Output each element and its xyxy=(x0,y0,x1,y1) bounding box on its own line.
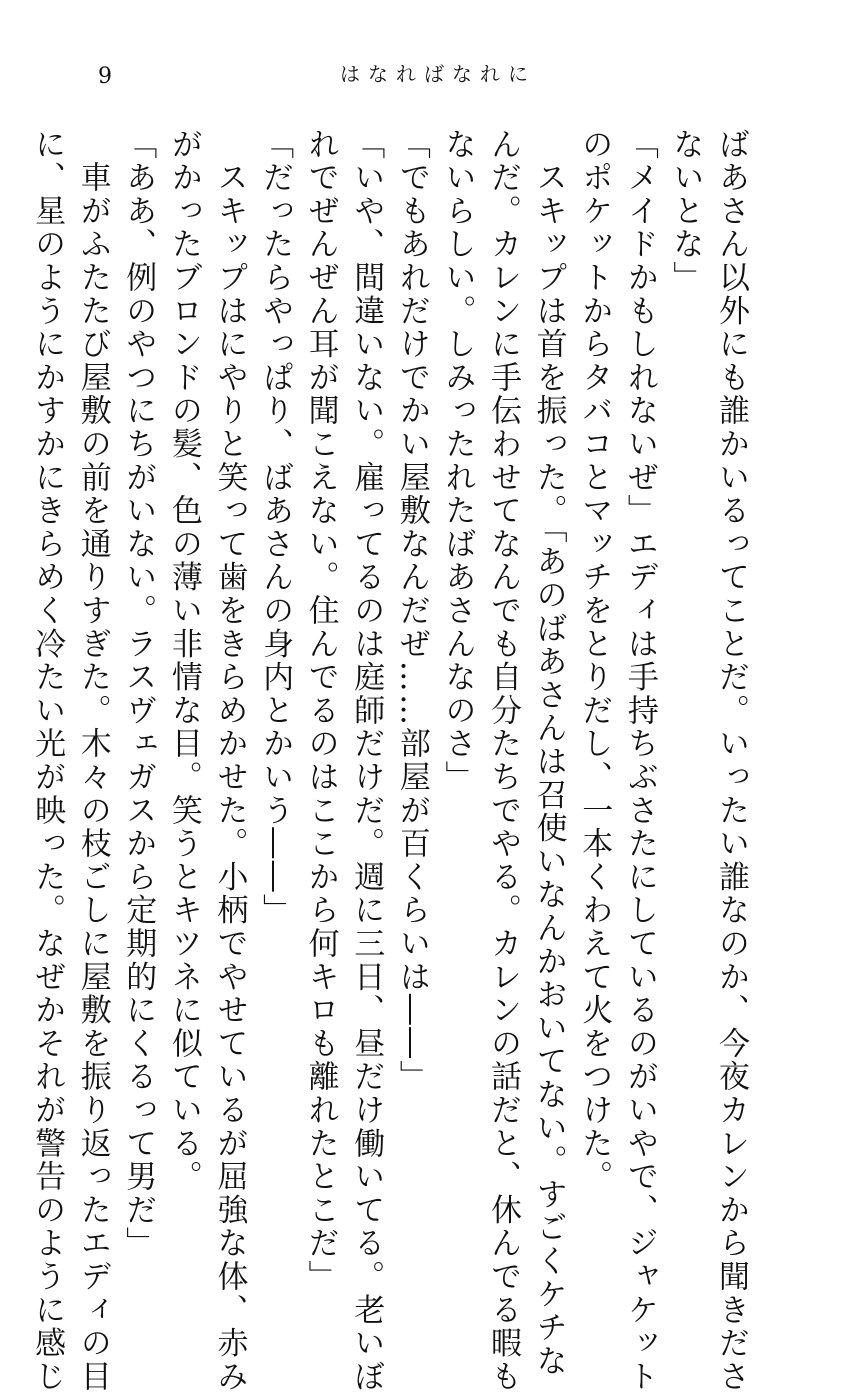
text-line: ないらしい。しみったれたばあさんなのさ」 xyxy=(439,128,476,794)
page-number: 9 xyxy=(98,64,112,89)
text-line: 「ああ、例のやつにちがいない。ラスヴェガスから定期的にくるって男だ」 xyxy=(120,128,157,1261)
text-line: んだ。カレンに手伝わせてなんでも自分たちでやる。カレンの話だと、休んでる暇も xyxy=(485,128,522,1393)
text-line: 「メイドかもしれないぜ」エディは手持ちぶさたにしているのがいやで、ジャケット xyxy=(621,128,658,1393)
text-line: ばあさん以外にも誰かいるってことだ。いったい誰なのか、今夜カレンから聞きださ xyxy=(713,128,749,1393)
text-line: がかったブロンドの髪、色の薄い非情な目。笑うとキツネに似ている。 xyxy=(165,128,202,1194)
text-line: れでぜんぜん耳が聞こえない。住んでるのはここから何キロも離れたとこだ」 xyxy=(302,128,339,1294)
running-head-title: はなればなれに xyxy=(340,62,536,86)
text-line: 車がふたたび屋敷の前を通りすぎた。木々の枝ごしに屋敷を振り返ったエディの目 xyxy=(74,128,111,1393)
text-line: 「いや、間違いない。雇ってるのは庭師だけだ。週に三日、昼だけ働いてる。老いぼ xyxy=(348,128,385,1393)
text-line: スキップはにやりと笑って歯をきらめかせた。小柄でやせているが屈強な体、赤み xyxy=(211,128,248,1393)
text-line: のポケットからタバコとマッチをとりだし、一本くわえて火をつけた。 xyxy=(576,128,613,1194)
text-line: ないとな」 xyxy=(667,128,704,295)
text-line: に、星のようにかすかにきらめく冷たい光が映った。なぜかそれが警告のように感じ xyxy=(29,128,66,1393)
text-line: 「でもあれだけでかい屋敷なんだぜ……部屋が百くらいは――」 xyxy=(393,128,430,1094)
vertical-body-text xyxy=(29,128,753,1393)
text-line: スキップは首を振った。「あのばあさんは召使いなんかおいてない。すごくケチな xyxy=(530,128,567,1378)
text-line: 「だったらやっぱり、ばあさんの身内とかいう――」 xyxy=(257,128,294,928)
